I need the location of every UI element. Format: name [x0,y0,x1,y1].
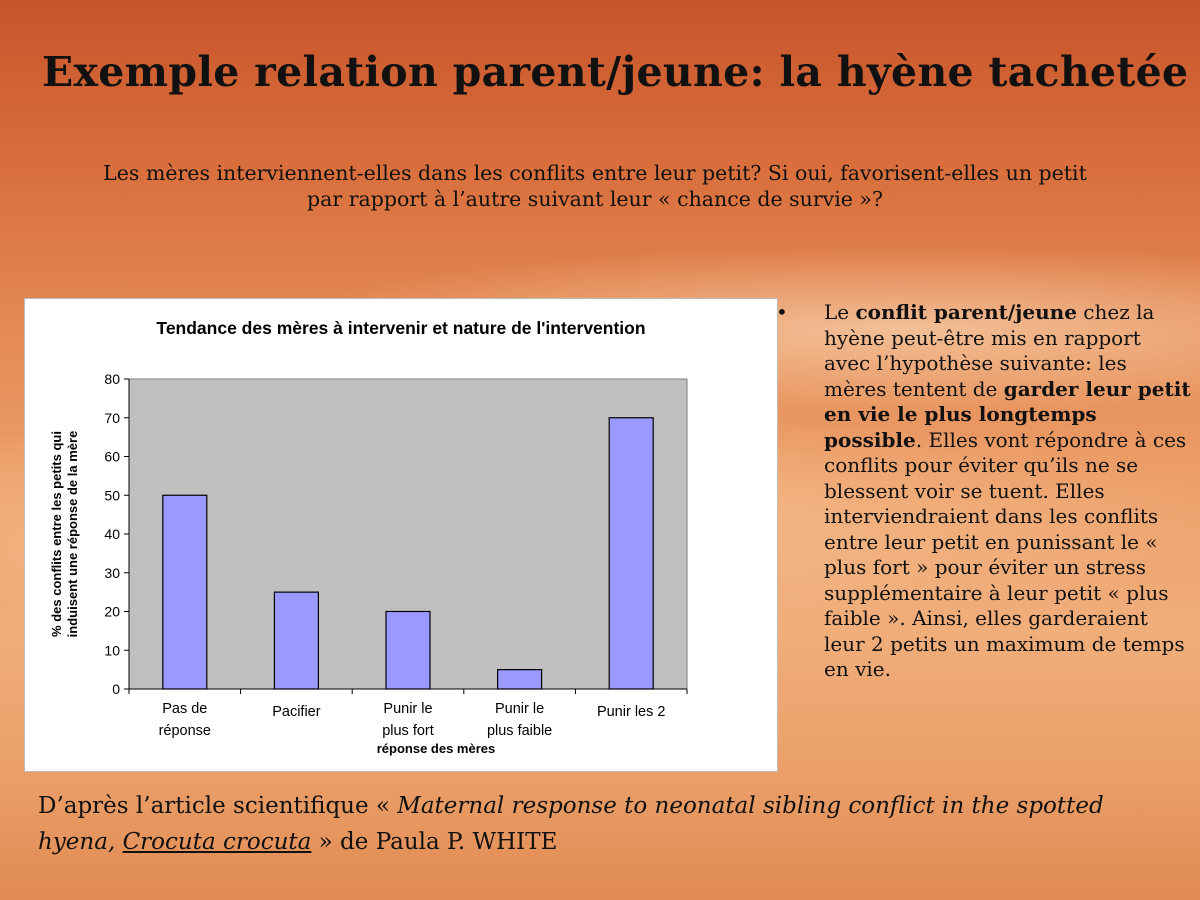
bar-chart [25,299,777,771]
y-tick-label: 30 [104,564,120,581]
x-tick-label: plus faible [486,723,553,739]
citation-title-text: Maternal response to neonatal sibling conflict in the spotted hyena, [38,793,1104,855]
x-tick-label: réponse [158,723,212,739]
bar [274,592,318,689]
x-tick-label: plus fort [382,723,434,739]
y-tick-label: 40 [104,526,120,542]
bar [386,612,430,690]
y-tick-label: 20 [104,603,120,620]
y-tick-label: 60 [104,448,120,465]
y-tick-label: 50 [104,487,120,504]
y-axis [104,371,129,697]
citation-author: » de Paula P. WHITE [311,829,558,855]
chart-title: Tendance des mères à intervenir et nature de l'intervention [156,318,646,338]
x-tick-label: Punir les 2 [596,704,666,720]
citation-species-name: Crocuta crocuta [122,829,312,855]
y-tick-label: 0 [112,681,120,697]
x-axis [129,689,687,739]
source-citation [38,788,1168,860]
bar [609,418,653,689]
explanation-text [824,300,1192,683]
bar [498,670,542,689]
bullet-bold-2: garder leur petit en vie le plus longtemps possible [824,376,1191,452]
question-line-2: par rapport à l’autre suivant leur « chance de survie »? [307,187,883,211]
y-tick-label: 80 [104,371,120,387]
bar [163,495,207,689]
bullet-text-2: chez la hyène peut-être mis en rapport avec l’hypothèse suivante: les mères tentent de [824,300,1155,401]
bullet-text-3: . Elles vont répondre à ces conflits pour éviter qu’ils ne se blessent voir se tuent. Elles interviendraient dans les conflits entre leur petit en punissant le « plus fort » pour éviter un stress supplémentaire à leur petit « plus faible ». Ainsi, elles garderaient leur 2 petits un maximum de temps en vie. [824,427,1187,681]
bullet-marker: • [776,300,788,324]
bullet-bold-1: conflit parent/jeune [855,300,1077,324]
bullet-text-1: Le [824,300,856,324]
x-tick-label: Pas de [162,701,208,717]
x-axis-label: réponse des mères [376,741,496,756]
y-axis-label-line-2: induisent une réponse de la mère [65,430,80,638]
x-tick-label: Pacifier [272,704,321,720]
bar-chart-panel [24,298,778,772]
x-tick-label: Punir le [383,701,433,717]
y-tick-label: 10 [104,642,120,659]
question-line-1: Les mères interviennent-elles dans les conflits entre leur petit? Si oui, favorisent-elles un petit [103,161,1087,185]
x-tick-label: Punir le [495,701,545,717]
research-question [40,160,1150,212]
y-axis-label-line-1: % des conflits entre les petits qui [49,431,64,637]
citation-prefix: D’après l’article scientifique « [38,793,398,819]
slide-title: Exemple relation parent/jeune: la hyène tachetée [42,48,1189,96]
y-tick-label: 70 [104,409,120,426]
